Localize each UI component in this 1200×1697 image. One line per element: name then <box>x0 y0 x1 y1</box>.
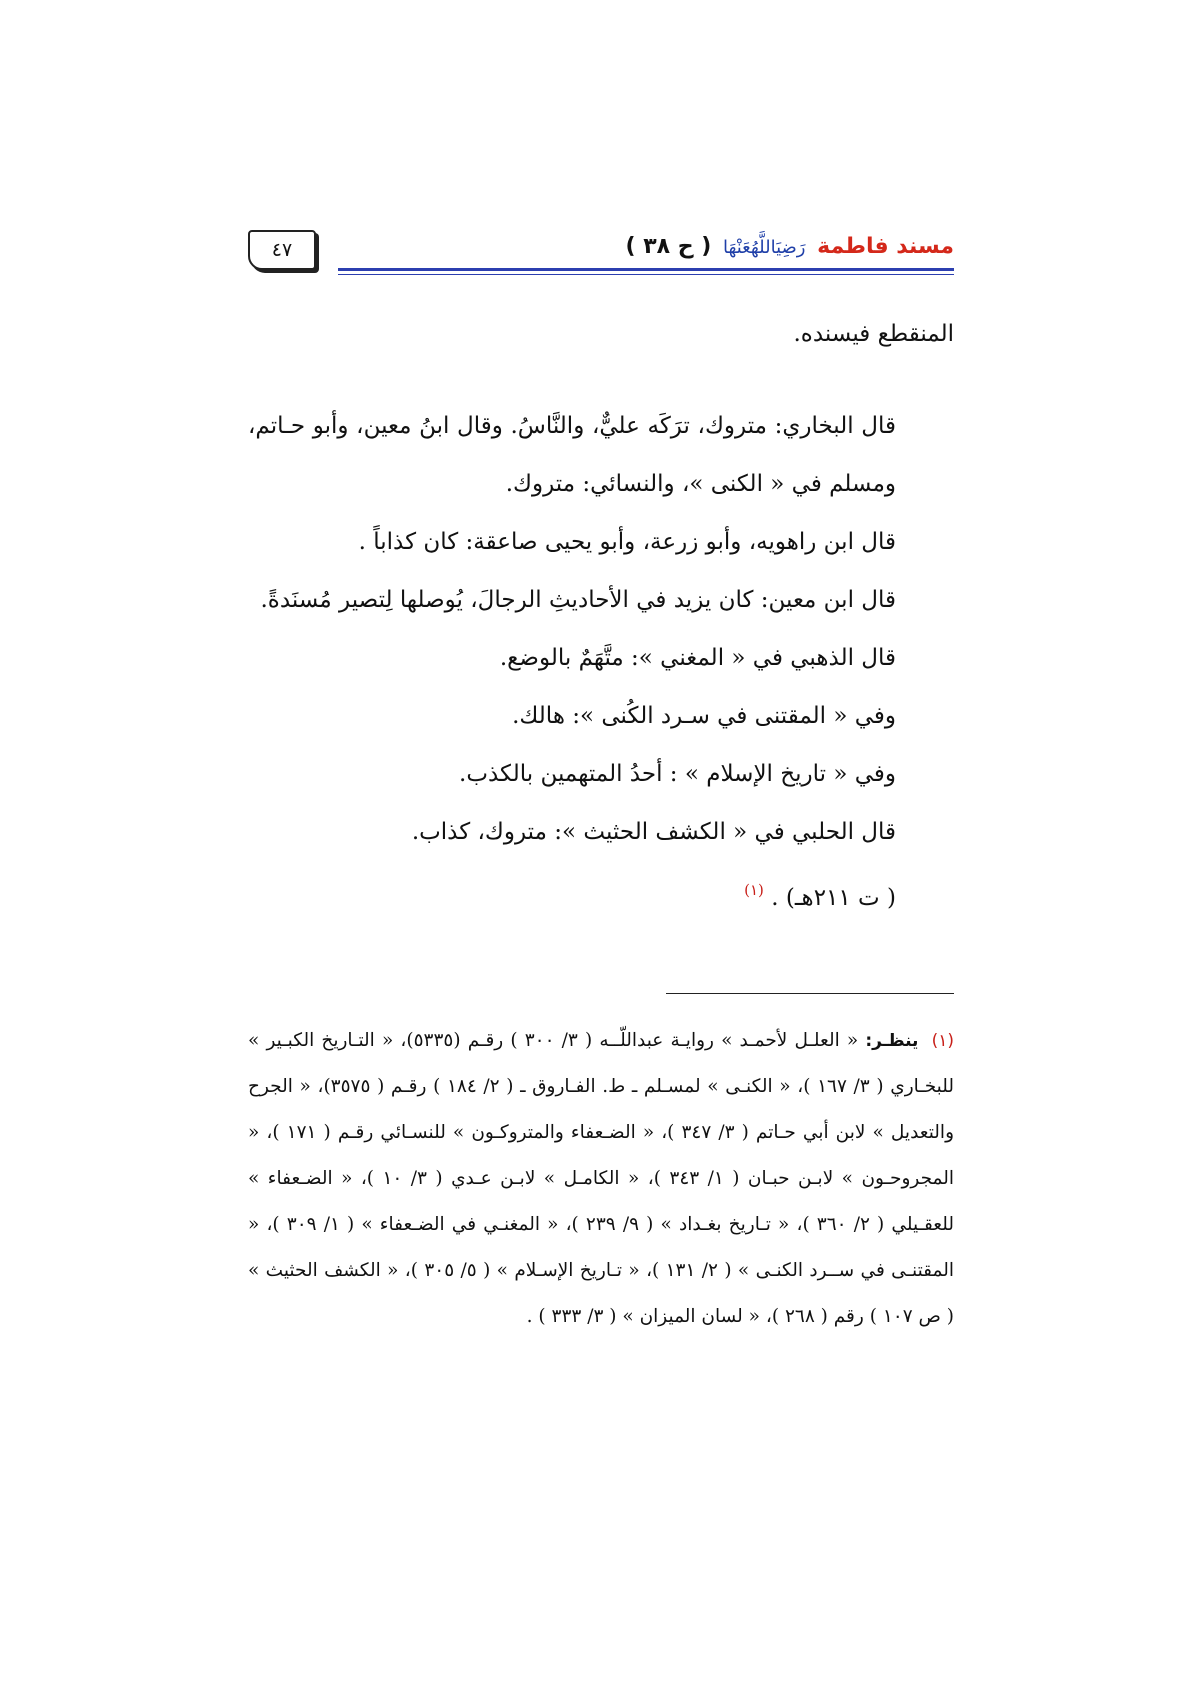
text-line: قال ابن راهويه، وأبو زرعة، وأبو يحيى صاعقة: كان كذاباً . <box>358 529 896 555</box>
header-rule-thin <box>338 274 954 275</box>
text-paragraph: قال البخاري: متروك، ترَكَه عليٌّ، والنَّاسُ. وقال ابنُ معين، وأبو حـاتم، ومسلم في « الكنى »، والنسائي: متروك. <box>248 413 896 497</box>
footnote-separator <box>666 993 954 994</box>
header-rule-thick <box>338 268 954 271</box>
text-line: قال الذهبي في « المغني »: متَّهَمٌ بالوضع. <box>499 645 896 671</box>
text-line: قال ابن معين: كان يزيد في الأحاديثِ الرجالَ، يُوصلها لِتصير مُسنَدةً. <box>260 587 896 613</box>
text-line: المنقطع فيسنده. <box>793 321 954 347</box>
page-header <box>248 230 954 278</box>
footnote-item <box>248 1018 954 1340</box>
footnote-reference[interactable]: (١) <box>744 881 764 899</box>
text-line: قال الحلبي في « الكشف الحثيث »: متروك، كذاب. <box>411 819 896 845</box>
main-text <box>248 305 954 927</box>
running-title <box>625 230 954 265</box>
footnote-lead: ينظـر: <box>865 1031 919 1051</box>
page-number: ٤٧ <box>248 230 316 270</box>
footnote-text: « العلـل لأحمـد » روايـة عبداللّــه ( ٣/ ٣٠٠ ) رقـم (٥٣٣٥)، « التـاريخ الكبـير » للبخـاري ( ٣/ ١٦٧ )، « الكنـى » لمسـلم ـ ط. الفـاروق ـ ( ٢/ ١٨٤ ) رقـم ( ٣٥٧٥)، « الجرح والتعديل » لابن أبي حـاتم ( ٣/ ٣٤٧ )، « الضـعفاء والمتروكـون » للنسـائي رقـم ( ١٧١ )، « المجروحـون » لابـن حبـان ( ١/ ٣٤٣ )، « الكامـل » لابـن عـدي ( ٣/ ١٠ )، « الضـعفاء » للعقـيلي ( ٢/ ٣٦٠ )، « تـاريخ بغـداد » ( ٩/ ٢٣٩ )، « المغنـي في الضـعفاء » ( ١/ ٣٠٩ )، « المقتنـى في ســرد الكنـى » ( ٢/ ١٣١ )، « تـاريخ الإسـلام » ( ٥/ ٣٠٥ )، « الكشف الحثيث » ( ص ١٠٧ ) رقم ( ٢٦٨ )، « لسان الميزان » ( ٣/ ٣٣٣ ) . <box>248 1030 955 1327</box>
honorific-calligraphy: رَضِيَاللَّهُعَنْهَا <box>722 237 806 258</box>
text-line: وفي « المقتنى في سـرد الكُنى »: هالك. <box>512 703 896 729</box>
running-title-main: مسند فاطمة <box>817 234 954 259</box>
footnote-number: (١) <box>931 1031 954 1051</box>
text-line: وفي « تاريخ الإسلام » : أحدُ المتهمين بالكذب. <box>459 761 896 787</box>
death-date-line <box>248 861 954 927</box>
hadith-number: ( ح ٣٨ ) <box>625 234 712 259</box>
footnotes <box>248 1018 954 1340</box>
death-date: ( ت ٢١١هـ) . <box>771 885 896 911</box>
